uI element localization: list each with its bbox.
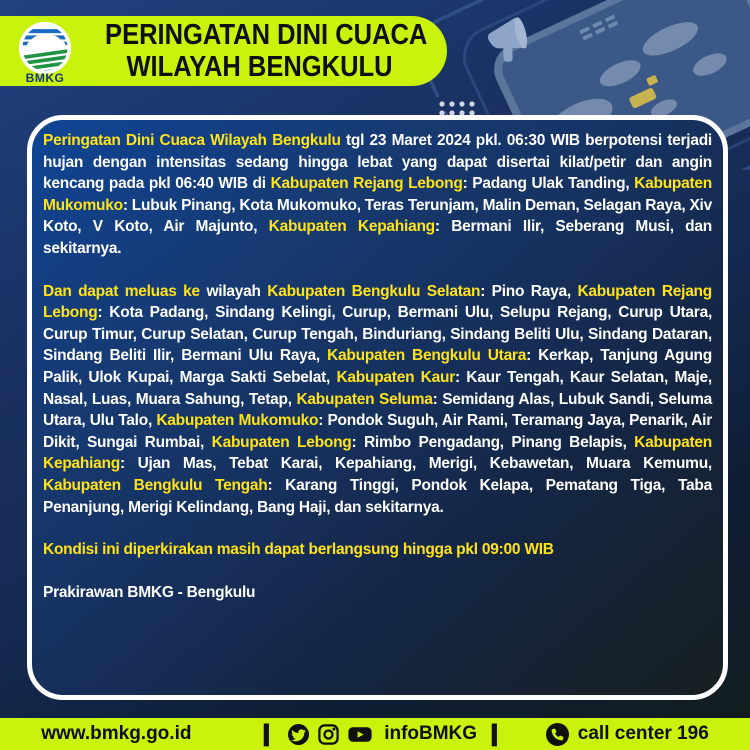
text-segment: : Semidang Alas, Lubuk Sandi, Seluma Utara, Ulu Talo, — [43, 390, 713, 430]
text-segment: Dan dapat meluas ke — [43, 282, 200, 300]
twitter-icon[interactable] — [288, 724, 309, 745]
separator: | — [261, 720, 273, 747]
warning-paragraph-duration — [43, 539, 712, 561]
warning-box — [27, 115, 728, 700]
text-segment: : Pondok Suguh, Air Rami, Teramang Jaya, Penarik, Air Dikit, Sungai Rumbai, — [43, 412, 712, 451]
youtube-icon[interactable] — [348, 724, 372, 745]
text-segment: Kabupaten Kaur — [336, 368, 455, 386]
text-segment: : Rimbo Pengadang, Pinang Belapis, — [351, 433, 635, 451]
instagram-icon[interactable] — [318, 724, 339, 745]
text-segment: : Kota Padang, Sindang Kelingi, Curup, Bermani Ulu, Selupu Rejang, Curup Utara, Curup Timur, Curup Selatan, Curup Tengah, Binduriang, Sindang Beliti Ulu, Sindang Dataran, Sindang Beliti Ilir, Bermani Ulu Raya, — [43, 304, 712, 365]
call-center — [546, 723, 709, 746]
text-segment: Prakirawan BMKG - Bengkulu — [43, 583, 256, 601]
bmkg-logo — [15, 21, 75, 85]
text-segment: Peringatan Dini Cuaca Wilayah Bengkulu — [43, 132, 341, 149]
text-segment: : Ujan Mas, Tebat Karai, Kepahiang, Merigi, Kebawetan, Muara Kemumu, — [119, 455, 712, 473]
forecaster-signature — [43, 582, 712, 604]
text-segment: : Pino Raya, — [480, 282, 578, 300]
warning-paragraph-current — [43, 130, 712, 260]
text-segment: : Kerkap, Tanjung Agung Palik, Ulok Kupai, Marga Sakti Sebelat, — [43, 347, 712, 386]
text-segment: : Bermani Ilir, Seberang Musi, dan sekitarnya. — [43, 218, 712, 257]
text-segment: Kabupaten Rejang Lebong — [43, 282, 712, 322]
text-segment: Kabupaten Mukomuko — [43, 175, 712, 214]
text-segment: Kabupaten Bengkulu Utara — [327, 347, 527, 365]
separator: | — [488, 720, 501, 747]
footer-bar — [0, 718, 750, 750]
text-segment: Kabupaten Mukomuko — [156, 412, 319, 430]
social-handle: infoBMKG — [384, 723, 478, 744]
text-segment: Kabupaten Kepahiang — [268, 218, 435, 236]
text-segment: Kabupaten Kepahiang — [43, 433, 712, 473]
text-segment: tgl 23 Maret 2024 pkl. 06:30 WIB berpotensi terjadi hujan dengan intensitas sedang hingga lebat yang dapat disertai kilat/petir dan angin kencang pada pkl 06:40 WIB di — [43, 132, 712, 193]
text-segment: : Lubuk Pinang, Kota Mukomuko, Teras Terunjam, Malin Deman, Selagan Raya, Xiv Koto, V Koto, Air Majunto, — [43, 196, 712, 236]
text-segment: : Karang Tinggi, Pondok Kelapa, Pematang Tiga, Taba Penanjung, Merigi Kelindang, Bang Haji, dan sekitarnya. — [43, 476, 712, 516]
text-segment: Kabupaten Bengkulu Selatan — [267, 282, 481, 300]
call-center-label: call center 196 — [577, 723, 709, 744]
text-segment: Kabupaten Bengkulu Tengah — [43, 476, 268, 494]
text-segment: Kabupaten Rejang Lebong — [270, 175, 463, 193]
text-segment: wilayah — [199, 282, 268, 300]
social-links — [288, 723, 477, 745]
text-segment: Kabupaten Lebong — [211, 433, 352, 451]
text-segment: Kabupaten Seluma — [296, 390, 433, 408]
page-title — [84, 16, 435, 86]
bmkg-logo-icon — [18, 21, 72, 75]
text-segment: : Padang Ulak Tanding, — [462, 175, 635, 193]
website-link[interactable]: www.bmkg.go.id — [41, 723, 192, 744]
header-banner — [0, 16, 447, 86]
title-line-2: WILAYAH BENGKULU — [126, 51, 393, 83]
title-line-1: PERINGATAN DINI CUACA — [105, 19, 428, 51]
bmkg-logo-text: BMKG — [25, 71, 65, 85]
text-segment: : Kaur Tengah, Kaur Selatan, Maje, Nasal, Luas, Muara Sahung, Tetap, — [43, 368, 712, 408]
phone-icon — [546, 723, 569, 746]
warning-paragraph-expansion — [43, 281, 712, 519]
text-segment: Kondisi ini diperkirakan masih dapat berlangsung hingga pkl 09:00 WIB — [43, 541, 554, 559]
